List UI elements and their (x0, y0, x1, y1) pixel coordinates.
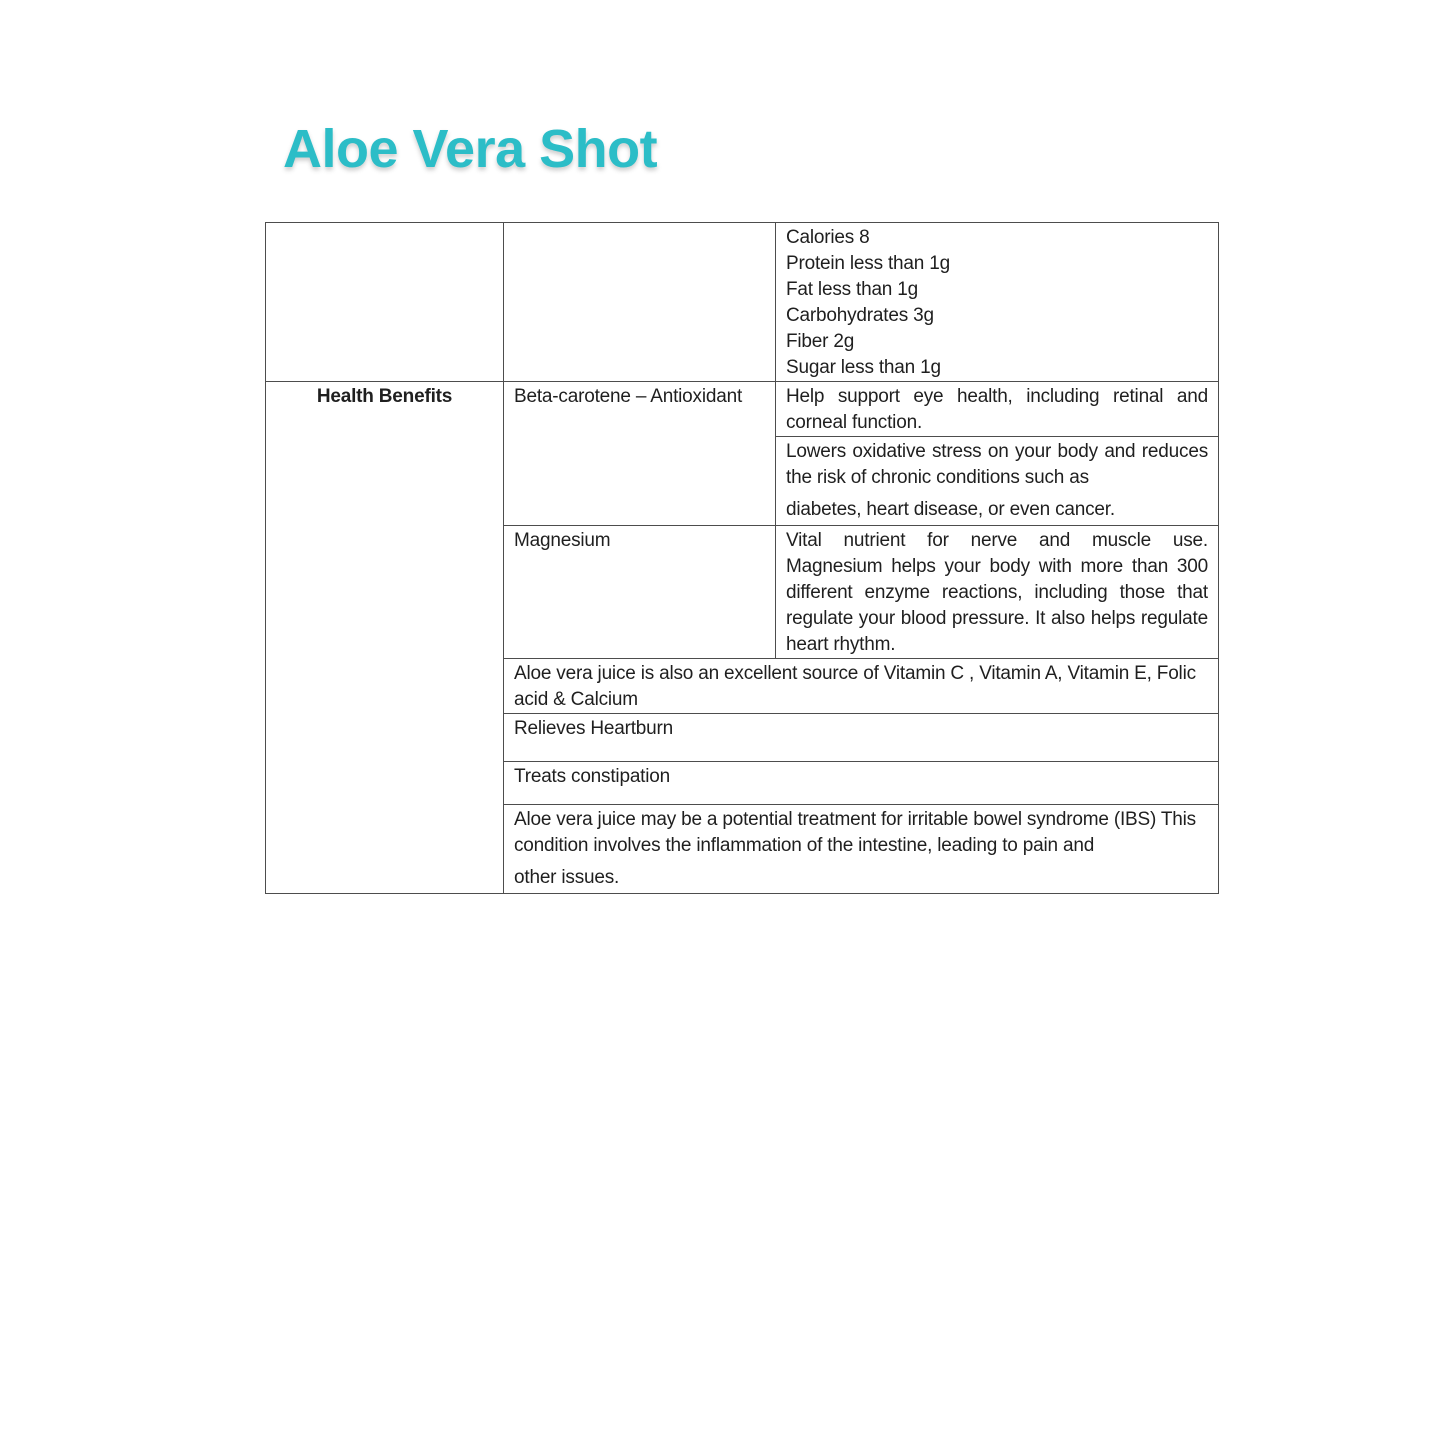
nutrition-line-calories: Calories 8 (786, 227, 870, 248)
nutrition-line-carbohydrates: Carbohydrates 3g (786, 305, 934, 326)
benefit-constipation: Treats constipation (504, 762, 1219, 805)
benefit-oxidative-stress-text: Lowers oxidative stress on your body and reduces the risk of chronic conditions such as (786, 441, 1208, 488)
nutrition-cell (776, 223, 1219, 382)
content-table (265, 222, 1219, 894)
benefit-eye-health: Help support eye health, including retinal and corneal function. (776, 382, 1219, 437)
benefit-oxidative-stress-text-cont: diabetes, heart disease, or even cancer. (786, 499, 1115, 520)
nutrition-line-sugar: Sugar less than 1g (786, 357, 941, 378)
nutrition-line-fat: Fat less than 1g (786, 279, 918, 300)
benefit-magnesium: Vital nutrient for nerve and muscle use. Magnesium helps your body with more than 300 different enzyme reactions, including those that regulate your blood pressure. It also helps regulate heart rhythm. (776, 526, 1219, 659)
empty-cell-2 (504, 223, 776, 382)
benefit-ibs (504, 805, 1219, 894)
benefit-oxidative-stress (776, 437, 1219, 526)
page-title: Aloe Vera Shot (283, 119, 658, 179)
nutrition-line-protein: Protein less than 1g (786, 253, 950, 274)
nutrient-name-magnesium: Magnesium (504, 526, 776, 659)
table-row-nutrition (266, 223, 1219, 382)
benefit-heartburn: Relieves Heartburn (504, 714, 1219, 762)
health-benefits-label: Health Benefits (266, 382, 504, 894)
benefit-vitamins: Aloe vera juice is also an excellent source of Vitamin C , Vitamin A, Vitamin E, Folic acid & Calcium (504, 659, 1219, 714)
table-row-beta-carotene-1 (266, 382, 1219, 437)
benefit-ibs-text-cont: other issues. (514, 867, 620, 888)
nutrient-name-beta-carotene: Beta-carotene – Antioxidant (504, 382, 776, 526)
benefit-ibs-text: Aloe vera juice may be a potential treatment for irritable bowel syndrome (IBS) This condition involves the inflammation of the intestine, leading to pain and (514, 809, 1196, 856)
empty-cell-1 (266, 223, 504, 382)
nutrition-line-fiber: Fiber 2g (786, 331, 855, 352)
